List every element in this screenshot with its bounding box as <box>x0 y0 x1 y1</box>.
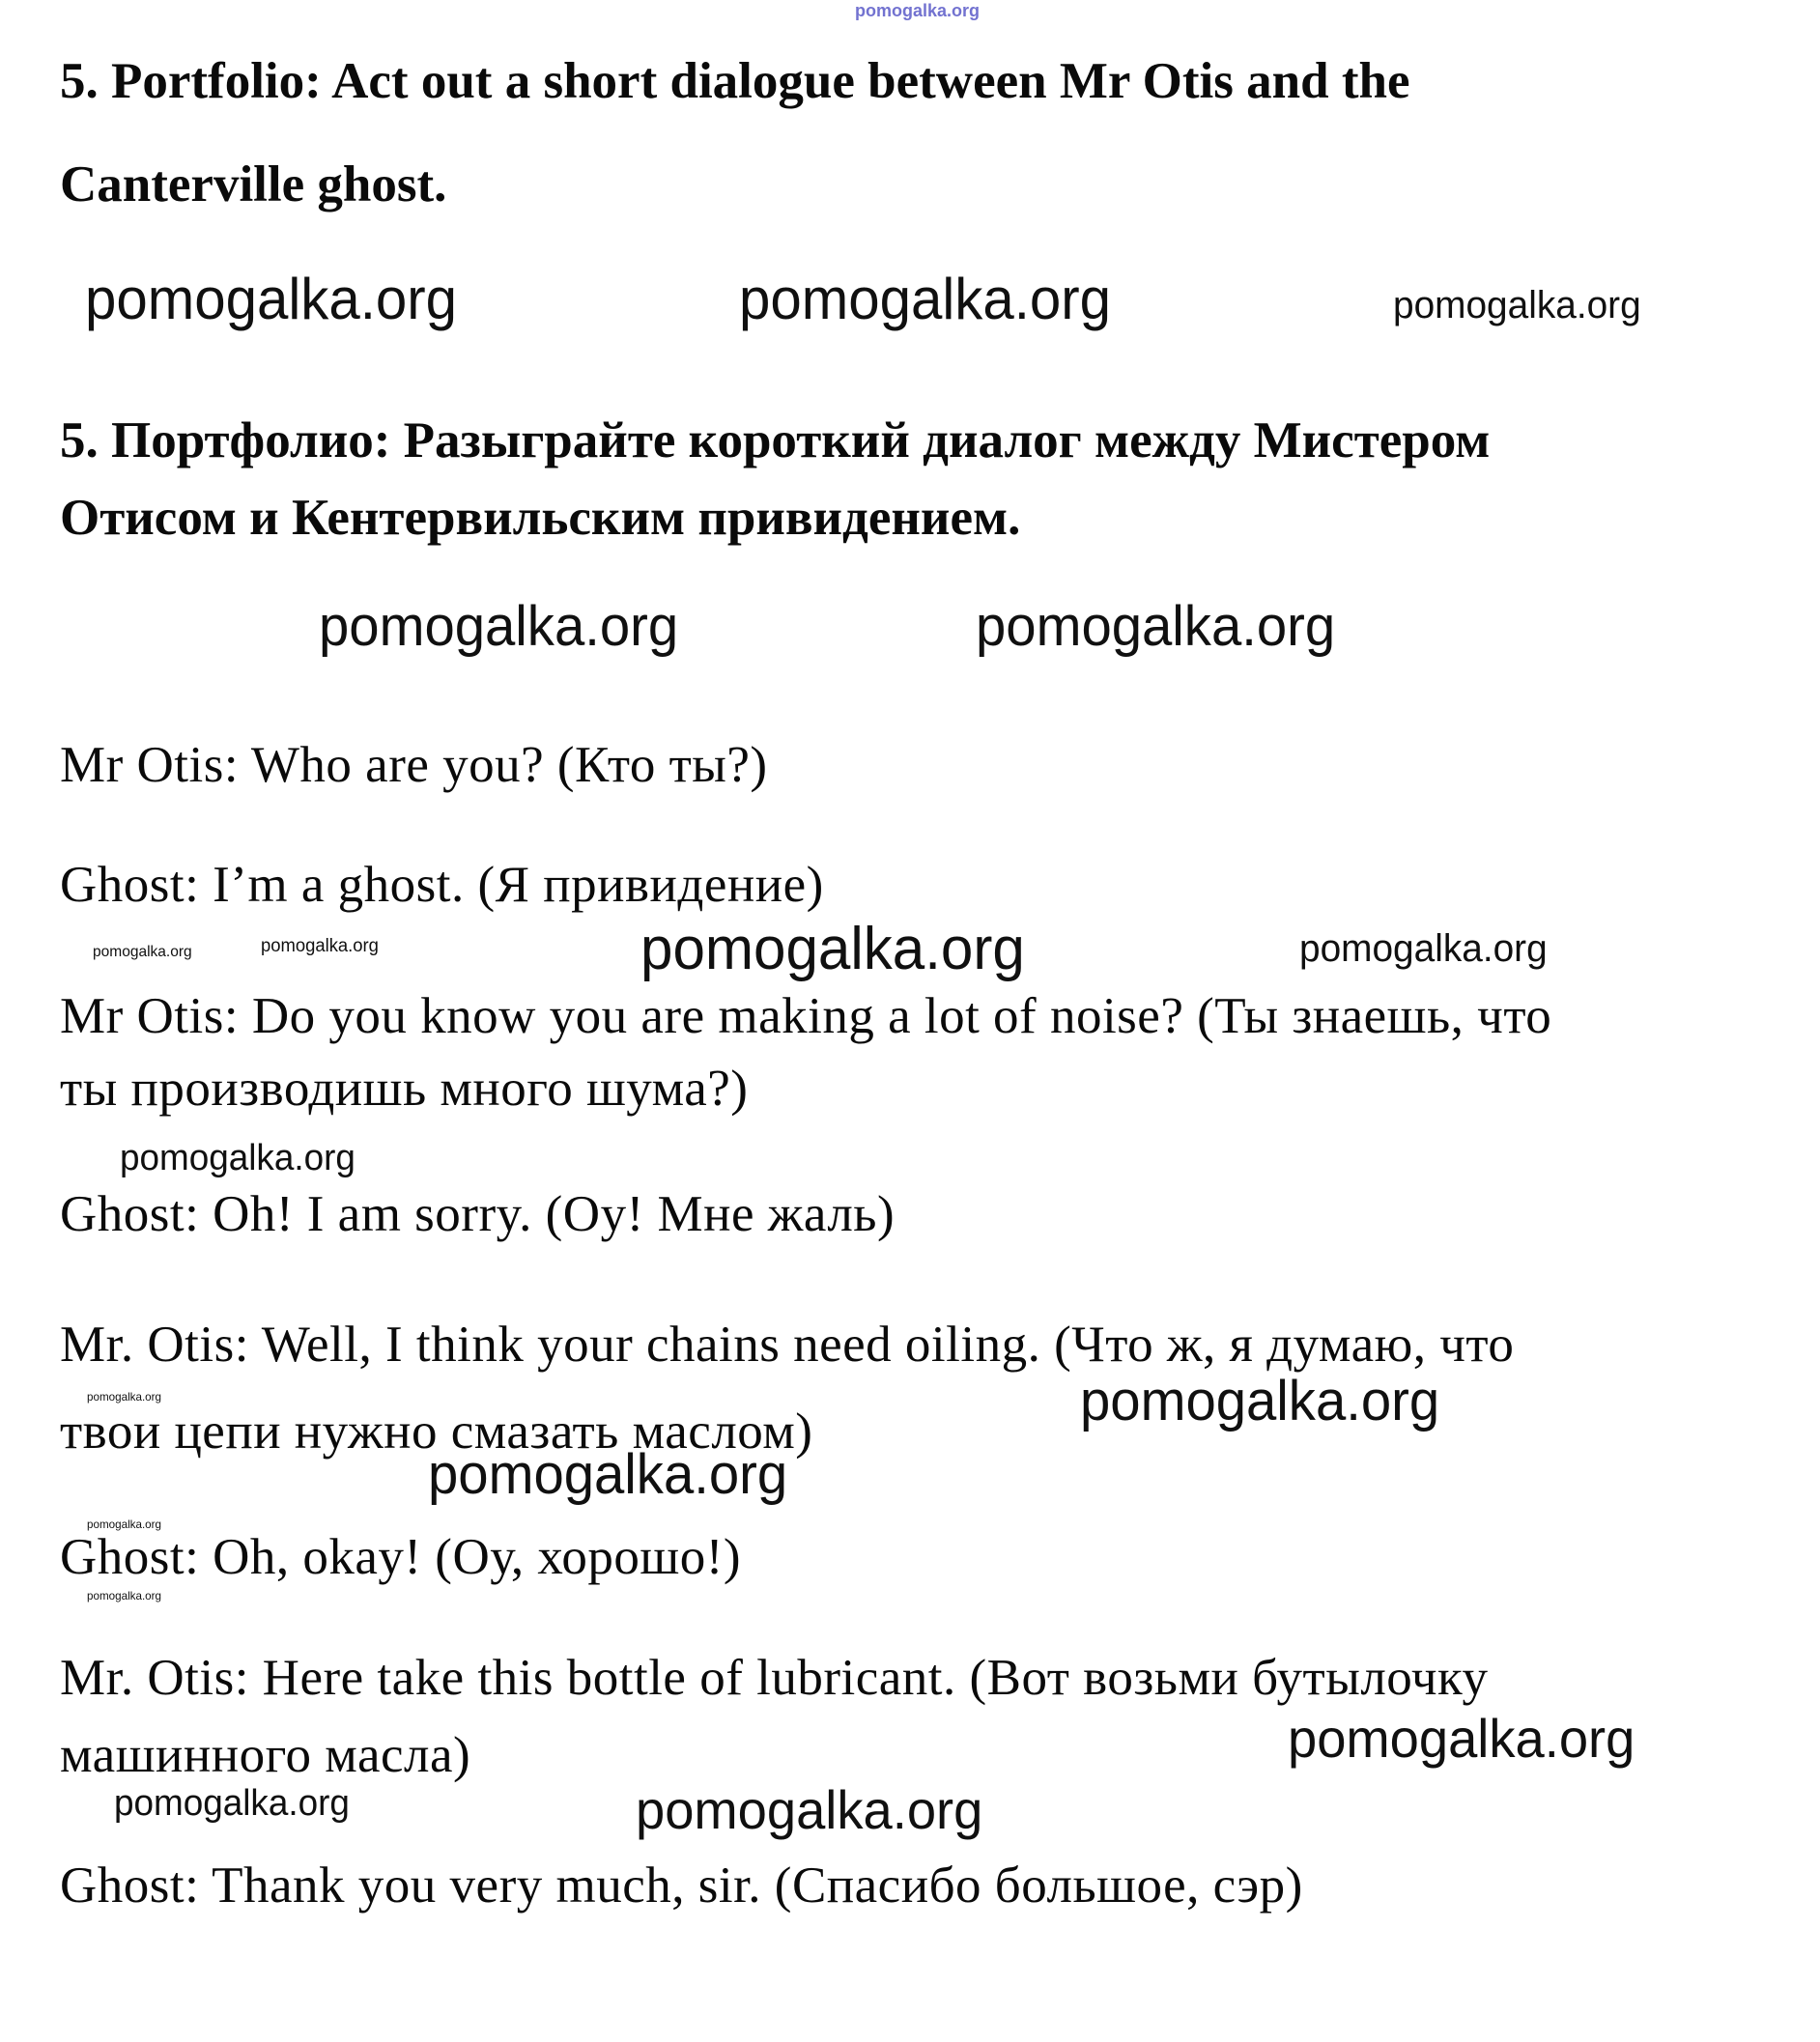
dialogue-ghost-2: Ghost: Oh! I am sorry. (Оу! Мне жаль) <box>60 1186 896 1242</box>
watermark-pomogalka: pomogalka.org <box>87 1517 162 1531</box>
heading-en-line2: Canterville ghost. <box>60 156 447 213</box>
watermark-pomogalka: pomogalka.org <box>261 936 379 956</box>
watermark-pomogalka: pomogalka.org <box>739 267 1112 331</box>
dialogue-otis-2-line2: ты производишь много шума?) <box>60 1061 749 1117</box>
watermark-pomogalka: pomogalka.org <box>120 1138 355 1178</box>
heading-ru-line2: Отисом и Кентервильским привидением. <box>60 490 1021 546</box>
dialogue-otis-3-line2: твои цепи нужно смазать маслом) <box>60 1404 813 1460</box>
watermark-pomogalka: pomogalka.org <box>428 1443 788 1506</box>
dialogue-otis-4-line2: машинного масла) <box>60 1727 471 1783</box>
watermark-pomogalka: pomogalka.org <box>1393 284 1641 326</box>
heading-en-line1: 5. Portfolio: Act out a short dialogue between Mr Otis and the <box>60 53 1410 109</box>
dialogue-otis-2-line1: Mr Otis: Do you know you are making a lot of noise? (Ты знаешь, что <box>60 988 1552 1044</box>
heading-ru-line1: 5. Портфолио: Разыграйте короткий диалог между Мистером <box>60 412 1491 468</box>
dialogue-otis-3-line1: Mr. Otis: Well, I think your chains need oiling. (Что ж, я думаю, что <box>60 1317 1515 1373</box>
dialogue-ghost-1: Ghost: I’m a ghost. (Я привидение) <box>60 857 824 913</box>
dialogue-otis-1: Mr Otis: Who are you? (Кто ты?) <box>60 737 768 793</box>
watermark-pomogalka: pomogalka.org <box>636 1779 983 1840</box>
watermark-pomogalka: pomogalka.org <box>85 267 458 331</box>
dialogue-otis-4-line1: Mr. Otis: Here take this bottle of lubricant. (Вот возьми бутылочку <box>60 1650 1489 1706</box>
watermark-pomogalka: pomogalka.org <box>114 1783 350 1824</box>
watermark-pomogalka: pomogalka.org <box>93 944 192 960</box>
watermark-pomogalka: pomogalka.org <box>976 595 1336 658</box>
dialogue-ghost-3: Ghost: Oh, okay! (Оу, хорошо!) <box>60 1529 742 1585</box>
watermark-pomogalka: pomogalka.org <box>87 1390 162 1404</box>
watermark-pomogalka: pomogalka.org <box>319 595 679 658</box>
watermark-pomogalka: pomogalka.org <box>1080 1370 1440 1432</box>
watermark-pomogalka: pomogalka.org <box>640 916 1025 982</box>
dialogue-ghost-4: Ghost: Thank you very much, sir. (Спасибо большое, сэр) <box>60 1858 1303 1914</box>
watermark-pomogalka: pomogalka.org <box>1288 1708 1635 1769</box>
watermark-pomogalka: pomogalka.org <box>1299 927 1548 970</box>
watermark-pomogalka: pomogalka.org <box>87 1589 162 1602</box>
top-site-watermark: pomogalka.org <box>855 1 981 20</box>
